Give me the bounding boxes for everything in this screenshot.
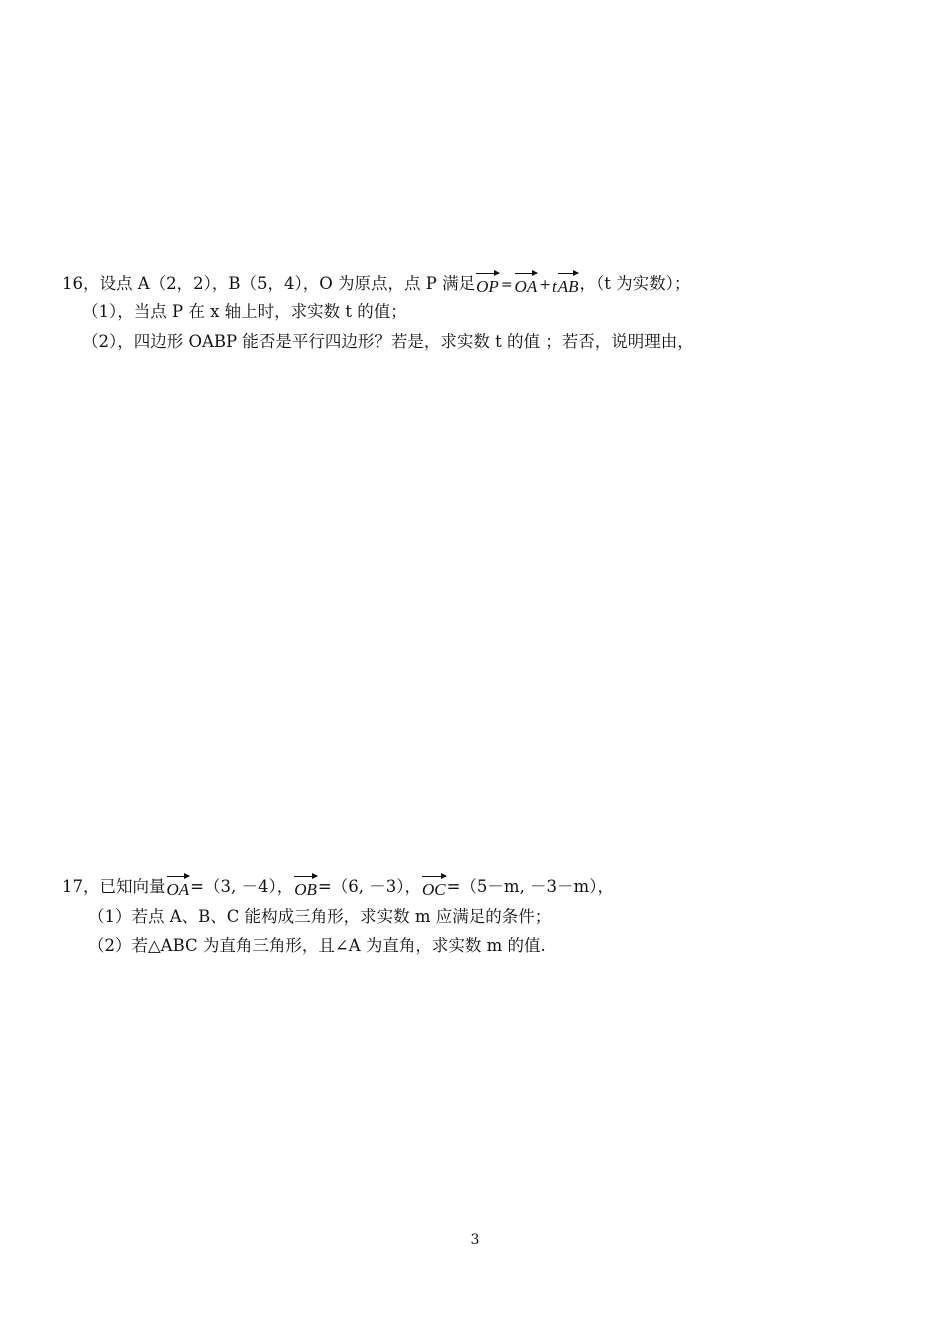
vector-ob: OB xyxy=(293,878,318,902)
problem-17-stem xyxy=(62,875,614,902)
problem-16-stem xyxy=(62,272,690,299)
problem-16-part-1: （1），当点 P 在 x 轴上时，求实数 t 的值； xyxy=(82,302,407,321)
vector-oa: OA xyxy=(166,878,191,902)
problem-16-part-2: （2），四边形 OABP 能否是平行四边形？若是，求实数 t 的值 ；若否，说明理由， xyxy=(82,332,694,351)
page-number: 3 xyxy=(470,1232,480,1248)
equals-sign: = xyxy=(500,277,513,293)
scalar-t: t xyxy=(551,277,557,296)
problem-17-part-2: （2）若△ABC 为直角三角形，且∠A 为直角，求实数 m 的值. xyxy=(88,936,546,955)
problem-17-eq-ob: =（6, －3）， xyxy=(317,877,421,896)
vector-ab: AB xyxy=(557,275,580,299)
problem-16-stem-text-b: ，（t 为实数）； xyxy=(579,274,691,293)
vector-oc: OC xyxy=(421,878,447,902)
vector-oa: OA xyxy=(514,275,539,299)
vector-op: OP xyxy=(475,275,500,299)
problem-17-eq-oc: =（5－m, －3－m）， xyxy=(446,877,614,896)
plus-sign: + xyxy=(539,277,551,293)
problem-16-stem-text-a: 16，设点 A（2，2），B（5，4），O 为原点，点 P 满足 xyxy=(62,274,476,293)
problem-17-stem-text-a: 17，已知向量 xyxy=(62,877,166,896)
problem-17-eq-oa: =（3, －4）， xyxy=(190,877,294,896)
problem-17-part-1: （1）若点 A、B、C 能构成三角形，求实数 m 应满足的条件； xyxy=(88,907,552,926)
